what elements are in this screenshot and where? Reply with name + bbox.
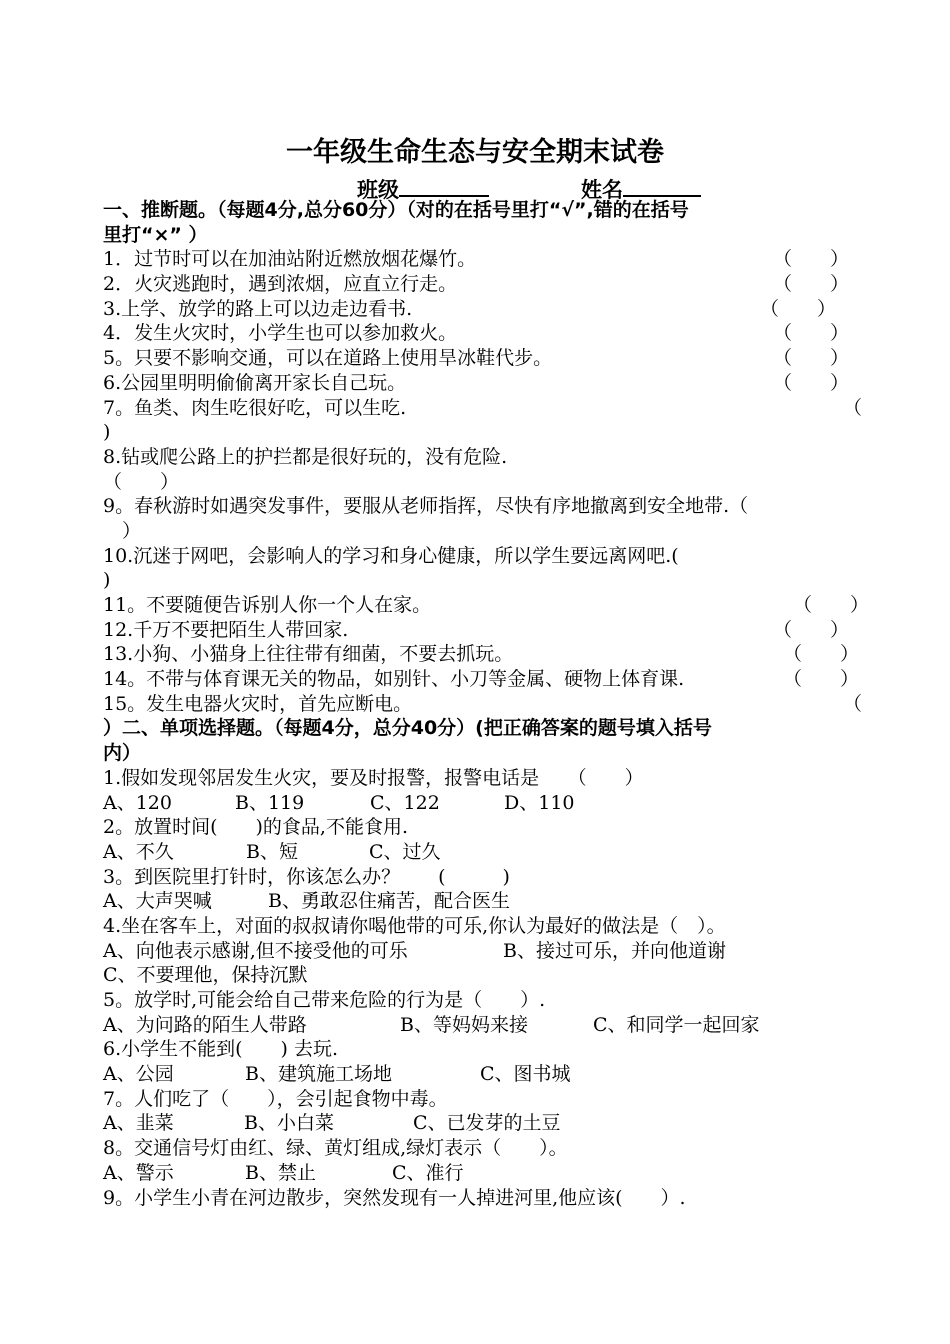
option-b[interactable]: B、小白菜 (244, 1112, 334, 1135)
answer-paren[interactable]: （ (843, 396, 863, 419)
option-c[interactable]: C、不要理他，保持沉默 (103, 964, 308, 987)
mc-question-9: 9。小学生小青在河边散步，突然发现有一人掉进河里,他应该( ）. (103, 1186, 686, 1209)
answer-paren[interactable]: （ ） (103, 470, 180, 493)
option-b[interactable]: B、等妈妈来接 (400, 1013, 528, 1036)
option-b[interactable]: B、短 (246, 840, 298, 863)
option-c[interactable]: C、已发芽的土豆 (413, 1112, 561, 1135)
section2-header-line2: 内） (103, 742, 142, 765)
tf-question-4: 4．发生火灾时，小学生也可以参加救火。 （ ） (103, 322, 850, 345)
mc-options-4-cont (103, 963, 865, 988)
class-blank[interactable] (399, 177, 489, 197)
tf-question-11: 11。不要随便告诉别人你一个人在家。 （ ） (103, 594, 870, 616)
mc-question-3: 3。到医院里打针时，你该怎么办？ ( ) (103, 865, 510, 888)
option-c[interactable]: C、122 (370, 791, 440, 814)
tf-question-7-cont: ) (103, 421, 111, 444)
mc-options-4 (103, 939, 865, 964)
tf-question-12: 12.千万不要把陌生人带回家. （ ） (103, 618, 850, 641)
option-c[interactable]: C、准行 (392, 1161, 464, 1184)
mc-question-4: 4.坐在客车上，对面的叔叔请你喝他带的可乐,你认为最好的做法是（ ）。 (103, 914, 726, 937)
mc-question-7: 7。人们吃了（ ），会引起食物中毒。 (103, 1087, 448, 1110)
exam-content (103, 198, 870, 1210)
mc-options-8 (103, 1161, 865, 1186)
tf-question-9: 9。春秋游时如遇突发事件，要服从老师指挥，尽快有序地撤离到安全地带.（ (103, 495, 749, 518)
mc-options-5 (103, 1013, 865, 1038)
option-a[interactable]: A、公园 (103, 1063, 174, 1086)
mc-options-1 (103, 791, 865, 816)
option-b[interactable]: B、119 (235, 791, 305, 814)
answer-paren[interactable]: （ (843, 692, 863, 715)
mc-options-6 (103, 1062, 865, 1087)
section2-header-line1: ）二、单项选择题。（每题4分，总分40分）(把正确答案的题号填入括号 (103, 717, 712, 740)
option-b[interactable]: B、建筑施工场地 (245, 1063, 392, 1086)
tf-question-10: 10.沉迷于网吧，会影响人的学习和身心健康，所以学生要远离网吧.( (103, 544, 679, 567)
tf-question-1: 1．过节时可以在加油站附近燃放烟花爆竹。 （ ） (103, 248, 850, 271)
section1-header-line2: 里打“×” ） (103, 223, 208, 246)
page-title: 一年级生命生态与安全期末试卷 (286, 137, 664, 168)
answer-paren[interactable]: （ ） (773, 322, 850, 345)
class-label: 班级 (357, 178, 399, 202)
option-b[interactable]: B、禁止 (245, 1161, 316, 1184)
tf-question-7: 7。鱼类、肉生吃很好吃，可以生吃. （ (103, 396, 863, 419)
option-b[interactable]: B、接过可乐，并向他道谢 (503, 939, 726, 962)
answer-paren[interactable]: （ ） (773, 347, 850, 370)
tf-question-10-cont: ) (103, 569, 111, 592)
tf-question-2: 2．火灾逃跑时，遇到浓烟，应直立行走。 （ ） (103, 273, 850, 296)
option-d[interactable]: D、110 (504, 791, 575, 814)
tf-question-6: 6.公园里明明偷偷离开家长自己玩。 （ ） (103, 371, 850, 394)
tf-question-9-cont: ） (103, 519, 142, 542)
option-a[interactable]: A、韭菜 (103, 1112, 174, 1135)
option-c[interactable]: C、过久 (369, 840, 441, 863)
tf-question-8-cont (103, 470, 865, 495)
tf-question-13: 13.小狗、小猫身上往往带有细菌，不要去抓玩。 （ ） (103, 643, 860, 666)
tf-question-8: 8.钻或爬公路上的护拦都是很好玩的，没有危险. (103, 445, 508, 468)
option-a[interactable]: A、警示 (103, 1161, 174, 1184)
option-a[interactable]: A、向他表示感谢,但不接受他的可乐 (103, 939, 408, 962)
mc-options-3 (103, 889, 865, 914)
option-a[interactable]: A、大声哭喊 (103, 890, 212, 913)
option-a[interactable]: A、为问路的陌生人带路 (103, 1013, 307, 1036)
mc-question-5: 5。放学时,可能会给自己带来危险的行为是（ ）. (103, 989, 546, 1011)
mc-question-2: 2。放置时间( )的食品,不能食用. (103, 816, 408, 839)
option-a[interactable]: A、不久 (103, 840, 174, 863)
tf-question-5: 5。只要不影响交通，可以在道路上使用旱冰鞋代步。 （ ） (103, 347, 850, 370)
tf-question-3: 3.上学、放学的路上可以边走边看书. （ ） (103, 297, 837, 320)
name-label: 姓名 (581, 178, 623, 202)
tf-question-14: 14。不带与体育课无关的物品，如别针、小刀等金属、硬物上体育课. （ ） (103, 668, 860, 691)
option-a[interactable]: A、120 (103, 791, 172, 814)
answer-paren[interactable]: （ ） (783, 668, 860, 691)
option-c[interactable]: C、图书城 (480, 1063, 571, 1086)
answer-paren[interactable]: （ ） (773, 248, 850, 271)
name-blank[interactable] (623, 177, 701, 197)
option-b[interactable]: B、勇敢忍住痛苦，配合医生 (268, 890, 510, 913)
answer-paren[interactable]: （ ） (793, 594, 870, 616)
answer-paren[interactable]: （ ） (783, 643, 860, 666)
answer-paren[interactable]: （ ） (760, 297, 837, 320)
mc-question-6: 6.小学生不能到( ) 去玩. (103, 1038, 339, 1061)
answer-paren[interactable]: （ ） (773, 618, 850, 641)
answer-paren[interactable]: （ ） (773, 371, 850, 394)
section1-header-line1: 一、推断题。（每题4分,总分60分）（对的在括号里打“√”,错的在括号 (103, 199, 689, 221)
answer-paren[interactable]: （ ） (773, 273, 850, 296)
mc-options-7 (103, 1111, 865, 1136)
mc-question-8: 8。交通信号灯由红、绿、黄灯组成,绿灯表示（ ）。 (103, 1137, 568, 1160)
tf-question-15: 15。发生电器火灾时，首先应断电。 （ (103, 692, 863, 715)
mc-options-2 (103, 840, 865, 865)
mc-question-1: 1.假如发现邻居发生火灾，要及时报警，报警电话是 （ ） (103, 766, 644, 789)
option-c[interactable]: C、和同学一起回家 (593, 1013, 760, 1036)
